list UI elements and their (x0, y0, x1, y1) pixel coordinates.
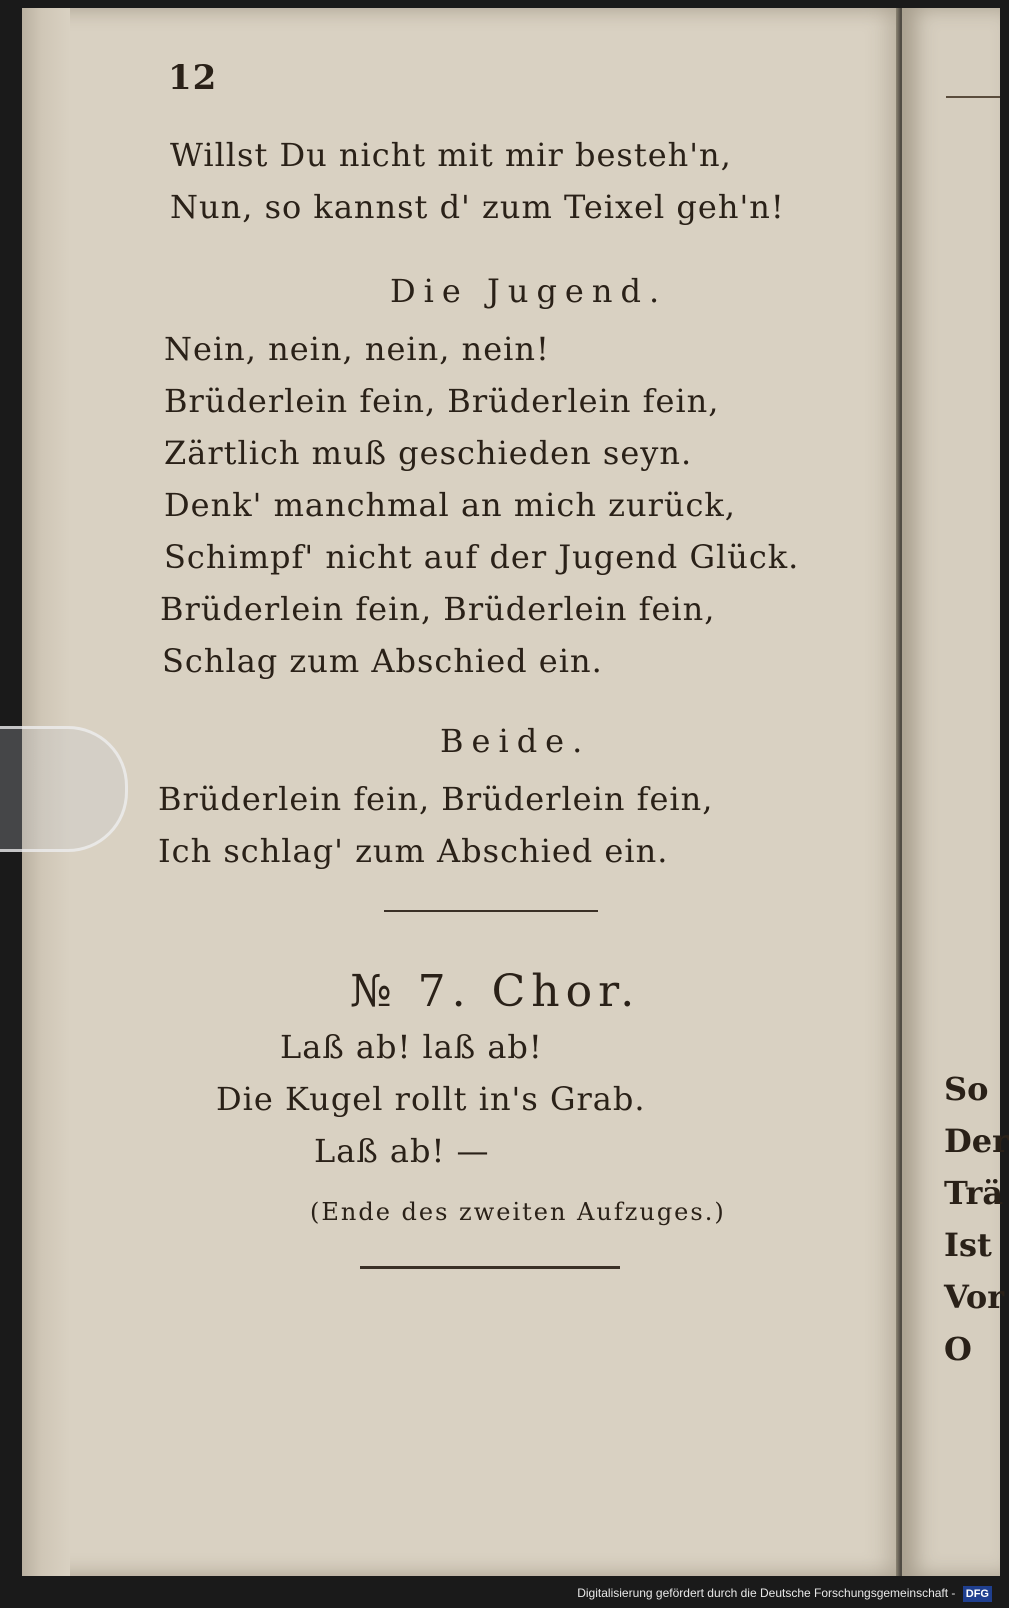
right-page-fragment: Ist (944, 1226, 992, 1264)
right-page-fragment: So (944, 1070, 989, 1108)
footer-credit (577, 1582, 992, 1604)
verse-line: Denk' manchmal an mich zurück, (164, 486, 736, 524)
verse-line: Brüderlein fein, Brüderlein fein, (164, 382, 720, 420)
footer-credit-text: Digitalisierung gefördert durch die Deutsche Forschungsgemeinschaft - (577, 1586, 956, 1600)
verse-line: Ich schlag' zum Abschied ein. (158, 832, 669, 870)
speaker-label: Beide. (440, 722, 591, 760)
right-page-fragment: Trä (944, 1174, 1004, 1212)
verse-line: Zärtlich muß geschieden seyn. (164, 434, 693, 472)
verse-line: Brüderlein fein, Brüderlein fein, (160, 590, 716, 628)
stage-direction: (Ende des zweiten Aufzuges.) (310, 1198, 726, 1226)
right-page-fragment: Vor (944, 1278, 1005, 1316)
page-holder-clip (0, 726, 128, 852)
verse-line: Schimpf' nicht auf der Jugend Glück. (164, 538, 800, 576)
speaker-label: Die Jugend. (390, 272, 668, 310)
right-page-fragment: Der (944, 1122, 1009, 1160)
verse-line: Laß ab! — (314, 1132, 490, 1170)
verse-line: Nein, nein, nein, nein! (164, 330, 550, 368)
right-page-fragment: O (944, 1330, 972, 1368)
verse-line: Laß ab! laß ab! (280, 1028, 543, 1066)
page-number: 12 (168, 58, 218, 98)
verse-line: Die Kugel rollt in's Grab. (216, 1080, 646, 1118)
verse-line: Brüderlein fein, Brüderlein fein, (158, 780, 714, 818)
right-page-rule (946, 96, 1000, 98)
verse-line: Schlag zum Abschied ein. (162, 642, 603, 680)
section-divider (384, 910, 598, 912)
verse-line: Nun, so kannst d' zum Teixel geh'n! (170, 188, 785, 226)
dfg-logo: DFG (963, 1586, 992, 1602)
end-ornament-rule (360, 1266, 620, 1269)
verse-line: Willst Du nicht mit mir besteh'n, (170, 136, 732, 174)
section-heading: № 7. Chor. (350, 966, 641, 1017)
